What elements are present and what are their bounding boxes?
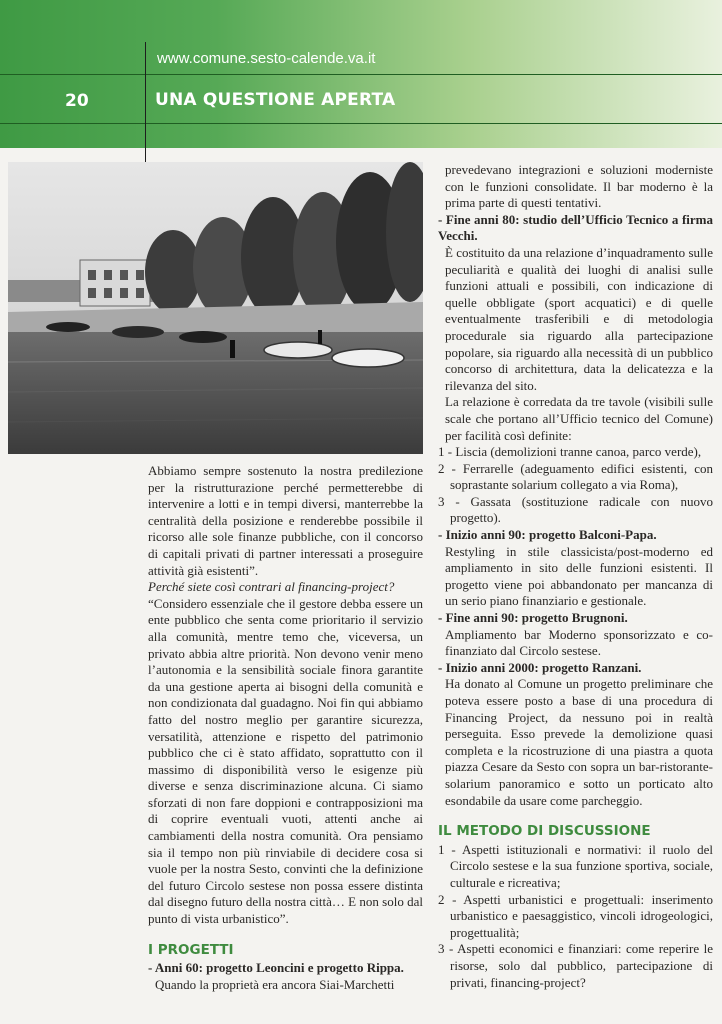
project-title: - Fine anni 80: studio dell’Ufficio Tecnico a firma Vecchi. xyxy=(438,211,713,244)
header-divider xyxy=(145,42,146,162)
project-text: prevedevano integrazioni e soluzioni moderniste con le funzioni consolidate. Il bar moderno è la prima parte di questi tentativi. xyxy=(445,162,713,211)
lakeside-photo xyxy=(8,162,423,454)
section-title: UNA QUESTIONE APERTA xyxy=(155,90,396,110)
left-column xyxy=(148,463,423,993)
project-title: - Inizio anni 2000: progetto Ranzani. xyxy=(438,659,642,675)
method-item: 1 - Aspetti istituzionali e normativi: il ruolo del Circolo sestese e la sua funzione sportiva, sociale, culturale e ricreativa; xyxy=(438,841,713,890)
project-text: È costituito da una relazione d’inquadramento sulle peculiarità e qualità dei luoghi di analisi sulle funzioni attuali e possibili, con indicazione di quelle obbligate (sport acquatici) e di quelle eventualmente trasferibili e di metodologia procedurale sia riguardo alla partecipazione popolare, sia riguardo alla necessità di un pubblico concorso di architettura, data la delicatezza e la rilevanza del sito. xyxy=(445,244,713,393)
right-column xyxy=(438,162,713,991)
project-text: Ampliamento bar Moderno sponsorizzato e co-finanziato dal Circolo sestese. xyxy=(445,626,713,659)
method-heading: IL METODO DI DISCUSSIONE xyxy=(438,823,651,840)
page-number: 20 xyxy=(65,91,89,111)
project-title: - Anni 60: progetto Leoncini e progetto Rippa. xyxy=(148,960,404,976)
method-item: 3 - Aspetti economici e finanziari: come reperire le risorse, solo dal pubblico, partecipazione di privati, financing-project? xyxy=(438,941,713,990)
project-title: - Fine anni 90: progetto Brugnoni. xyxy=(438,610,628,626)
header-rule-top xyxy=(0,74,722,75)
method-item: 2 - Aspetti urbanistici e progettuali: inserimento urbanistico e paesaggistico, vincoli idrogeologici, progettualità; xyxy=(438,891,713,940)
website-url[interactable]: www.comune.sesto-calende.va.it xyxy=(157,50,376,67)
tavola-item: 2 - Ferrarelle (adeguamento edifici esistenti, con soprastante solarium collegato a via Roma), xyxy=(438,460,713,493)
project-title: - Inizio anni 90: progetto Balconi-Papa. xyxy=(438,527,657,543)
projects-heading: I PROGETTI xyxy=(148,941,234,958)
interview-question: Perché siete così contrari al financing-project? xyxy=(148,579,395,595)
project-text: Ha donato al Comune un progetto preliminare che poteva essere posto a base di una procedura di Financing Project, da nessuno poi in realtà perseguita. Esso prevede la demolizione quasi completa e la ricostruzione di una piastra a quota piazza Cesare da Sesto con sopra un bar-ristorante-solarium panoramico e sotto un porticato alto esondabile da usare come parcheggio. xyxy=(445,676,713,808)
page-header xyxy=(0,0,722,148)
tavola-item: 3 - Gassata (sostituzione radicale con nuovo progetto). xyxy=(438,493,713,526)
project-text: La relazione è corredata da tre tavole (visibili sulle scale che portano all’Ufficio tecnico del Comune) per facilità così definite: xyxy=(445,394,713,443)
header-rule-bottom xyxy=(0,123,722,124)
project-text: Quando la proprietà era ancora Siai-Marchetti xyxy=(155,976,395,992)
intro-paragraph: Abbiamo sempre sostenuto la nostra predilezione per la ristrutturazione perché permetterebbe di intervenire a lotti e in tempi diversi, manterrebbe la centralità della posizione e renderebbe possibile il ricorso alle sole finanze pubbliche, con il concorso di capitali privati di partner interessati a proseguire attività già esistenti”. xyxy=(148,463,423,578)
tavola-item: 1 - Liscia (demolizioni tranne canoa, parco verde), xyxy=(438,444,702,460)
interview-answer: “Considero essenziale che il gestore debba essere un ente pubblico che senta come prioritario il servizio alla comunità, mentre temo che, viceversa, un privato abbia altre priorità. Non devono venir meno l’autonomia e la sensibilità sociale finora garantite da una gestione aperta ai bisogni della comunità e non condizionata dal guadagno. Noi fin qui abbiamo fatto del nostro meglio per garantire sicurezza, versatilità, attenzione e rispetto del patrimonio pubblico che ci è stato affidato, soprattutto con il massimo di disponibilità verso le esigenze più diverse e senza discriminazione alcuna. Ci siamo sforzati di non fare doppioni e contrapposizioni ma di coprire eventuali vuoti, attenti anche ai cambiamenti della nostra comunità. Ora pensiamo sia il tempo non più rinviabile di decidere cosa si vuole per la nostra Sesto, convinti che la definizione del futuro Circolo sestese non possa essere distinta dal disegno futuro della nostra città… E non solo dal punto di vista urbanistico”. xyxy=(148,595,423,927)
project-text: Restyling in stile classicista/post-moderno ed ampliamento in sito delle funzioni esistenti. Il progetto viene poi abbandonato per mancanza di un serio piano finanziario e gestionale. xyxy=(445,543,713,609)
